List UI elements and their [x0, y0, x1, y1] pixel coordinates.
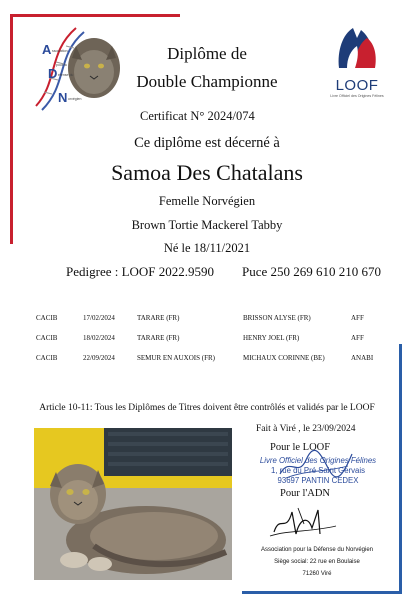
table-row	[36, 308, 376, 328]
association-name: Association pour la Défense du Norvégien	[260, 547, 374, 553]
result-club: ANABI	[351, 354, 374, 362]
stamp-line: 93697 PANTIN CEDEX	[277, 476, 359, 485]
result-title: CACIB	[36, 354, 58, 362]
stamp-line: Livre Officiel des Origines Félines	[259, 456, 377, 465]
diploma-title: Diplôme de	[167, 44, 247, 63]
blue-border-bottom	[242, 591, 402, 594]
pedigree-number: Pedigree : LOOF 2022.9590	[66, 264, 215, 279]
result-judge: BRISSON ALYSE (FR)	[243, 314, 311, 322]
loof-name: LOOF	[335, 77, 379, 94]
awarded-to-label: Ce diplôme est décerné à	[134, 135, 280, 151]
microchip-number: Puce 250 269 610 210 670	[242, 264, 382, 279]
result-place: TARARE (FR)	[137, 334, 180, 342]
stamp-line: 1, rue du Pré Saint Gervais	[270, 466, 366, 475]
cat-name: Samoa Des Chatalans	[111, 160, 303, 185]
red-border-top	[10, 14, 180, 17]
place-date: Fait à Viré , le 23/09/2024	[256, 424, 356, 434]
cat-photo	[34, 428, 232, 580]
results-table	[36, 308, 376, 368]
adn-signature	[268, 504, 338, 540]
birth-date: Né le 18/11/2021	[163, 241, 251, 255]
adn-letter-d: D	[48, 66, 58, 81]
result-place: SEMUR EN AUXOIS (FR)	[137, 354, 215, 362]
result-club: AFF	[351, 314, 364, 322]
result-date: 18/02/2024	[83, 334, 115, 342]
pour-loof-label: Pour le LOOF	[270, 442, 331, 453]
adn-small-text: ssociation	[52, 49, 68, 53]
result-judge: MICHAUX CORINNE (BE)	[243, 354, 325, 362]
pour-adn-label: Pour l'ADN	[280, 488, 331, 499]
diploma-subtitle: Double Championne	[136, 72, 278, 91]
coat-color: Brown Tortie Mackerel Tabby	[131, 218, 283, 232]
adn-small-text: éfense du	[58, 73, 74, 77]
association-city: 71260 Viré	[302, 571, 332, 577]
adn-logo	[28, 22, 126, 114]
article-note: Article 10-11: Tous les Diplômes de Titres doivent être contrôlés et validés par le LOOF	[39, 403, 375, 413]
adn-small-text: orvégien	[68, 97, 82, 101]
loof-signature	[276, 448, 356, 482]
sex-breed: Femelle Norvégien	[158, 194, 256, 208]
result-title: CACIB	[36, 314, 58, 322]
association-info	[242, 544, 392, 580]
adn-letter-a: A	[42, 42, 52, 57]
result-club: AFF	[351, 334, 364, 342]
result-title: CACIB	[36, 334, 58, 342]
loof-tagline: Livre Officiel des Origines Félines	[330, 94, 384, 98]
adn-small-text: pour la	[56, 63, 67, 67]
blue-border-right	[399, 344, 402, 594]
result-judge: HENRY JOEL (FR)	[243, 334, 300, 342]
table-row	[36, 328, 376, 348]
table-row	[36, 348, 376, 368]
result-date: 17/02/2024	[83, 314, 115, 322]
association-address: Siège social: 22 rue en Boulaise	[274, 559, 360, 565]
adn-letter-n: N	[58, 90, 68, 105]
result-place: TARARE (FR)	[137, 314, 180, 322]
certificate-number: Certificat N° 2024/074	[140, 109, 255, 123]
result-date: 22/09/2024	[83, 354, 115, 362]
loof-logo	[326, 24, 388, 104]
